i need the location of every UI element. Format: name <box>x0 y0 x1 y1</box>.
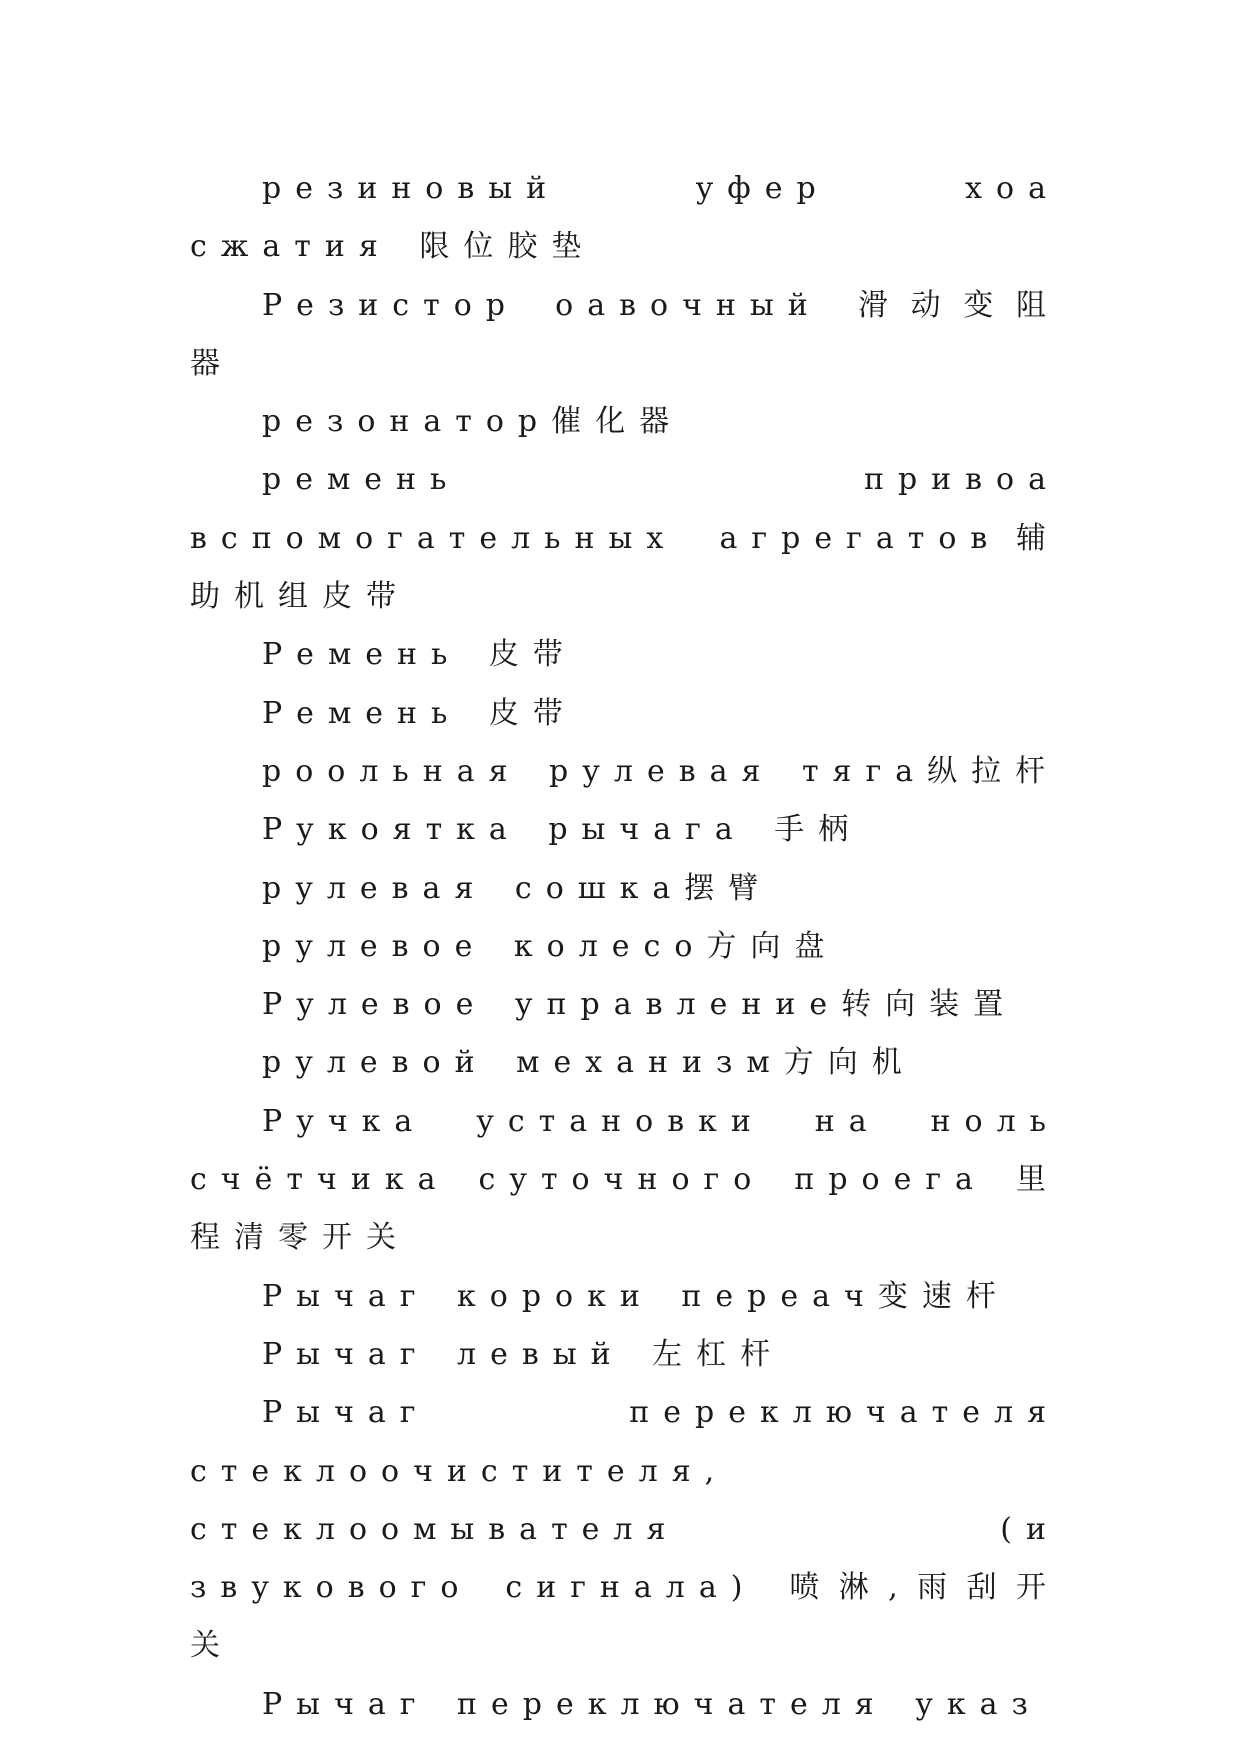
glossary-entry: рулевая сошка摆臂 <box>262 870 773 906</box>
glossary-entry: Ремень 皮带 <box>262 637 577 673</box>
glossary-entry: Рычаг переключателя стеклоочистителя, стеклоомывателя (и звукового сигнала) 喷淋,雨刮开关 <box>190 1395 1060 1664</box>
glossary-entry: Рычаг левый 左杠杆 <box>262 1336 785 1372</box>
glossary-entry: рулевое колесо方向盘 <box>262 928 839 964</box>
glossary-entry: Рычаг переключателя указ <box>262 1686 1042 1722</box>
glossary-entry: Рукоятка рычага 手柄 <box>262 812 863 848</box>
glossary-entry: Ручка установки на ноль счётчика суточного проега 里程清零开关 <box>190 1103 1060 1256</box>
glossary-entry: Рулевое управление转向装置 <box>262 987 1018 1023</box>
glossary-entry: резонатор催化器 <box>262 404 684 440</box>
glossary-entry: рулевой механизм方向机 <box>262 1045 916 1081</box>
glossary-entry: ремень привоа вспомогательных агрегатов辅助机组皮带 <box>190 462 1060 615</box>
glossary-entry: Рычаг короки переач变速杆 <box>262 1278 1010 1314</box>
glossary-entry: Ремень 皮带 <box>262 695 577 731</box>
glossary-entry: роольная рулевая тяга纵拉杆 <box>262 753 1060 789</box>
glossary-entry: резиновый уфер хоа сжатия 限位胶垫 <box>190 171 1060 265</box>
glossary-entry: Резистор оавочный 滑动变阻器 <box>190 287 1060 381</box>
glossary-body <box>190 160 1060 1734</box>
